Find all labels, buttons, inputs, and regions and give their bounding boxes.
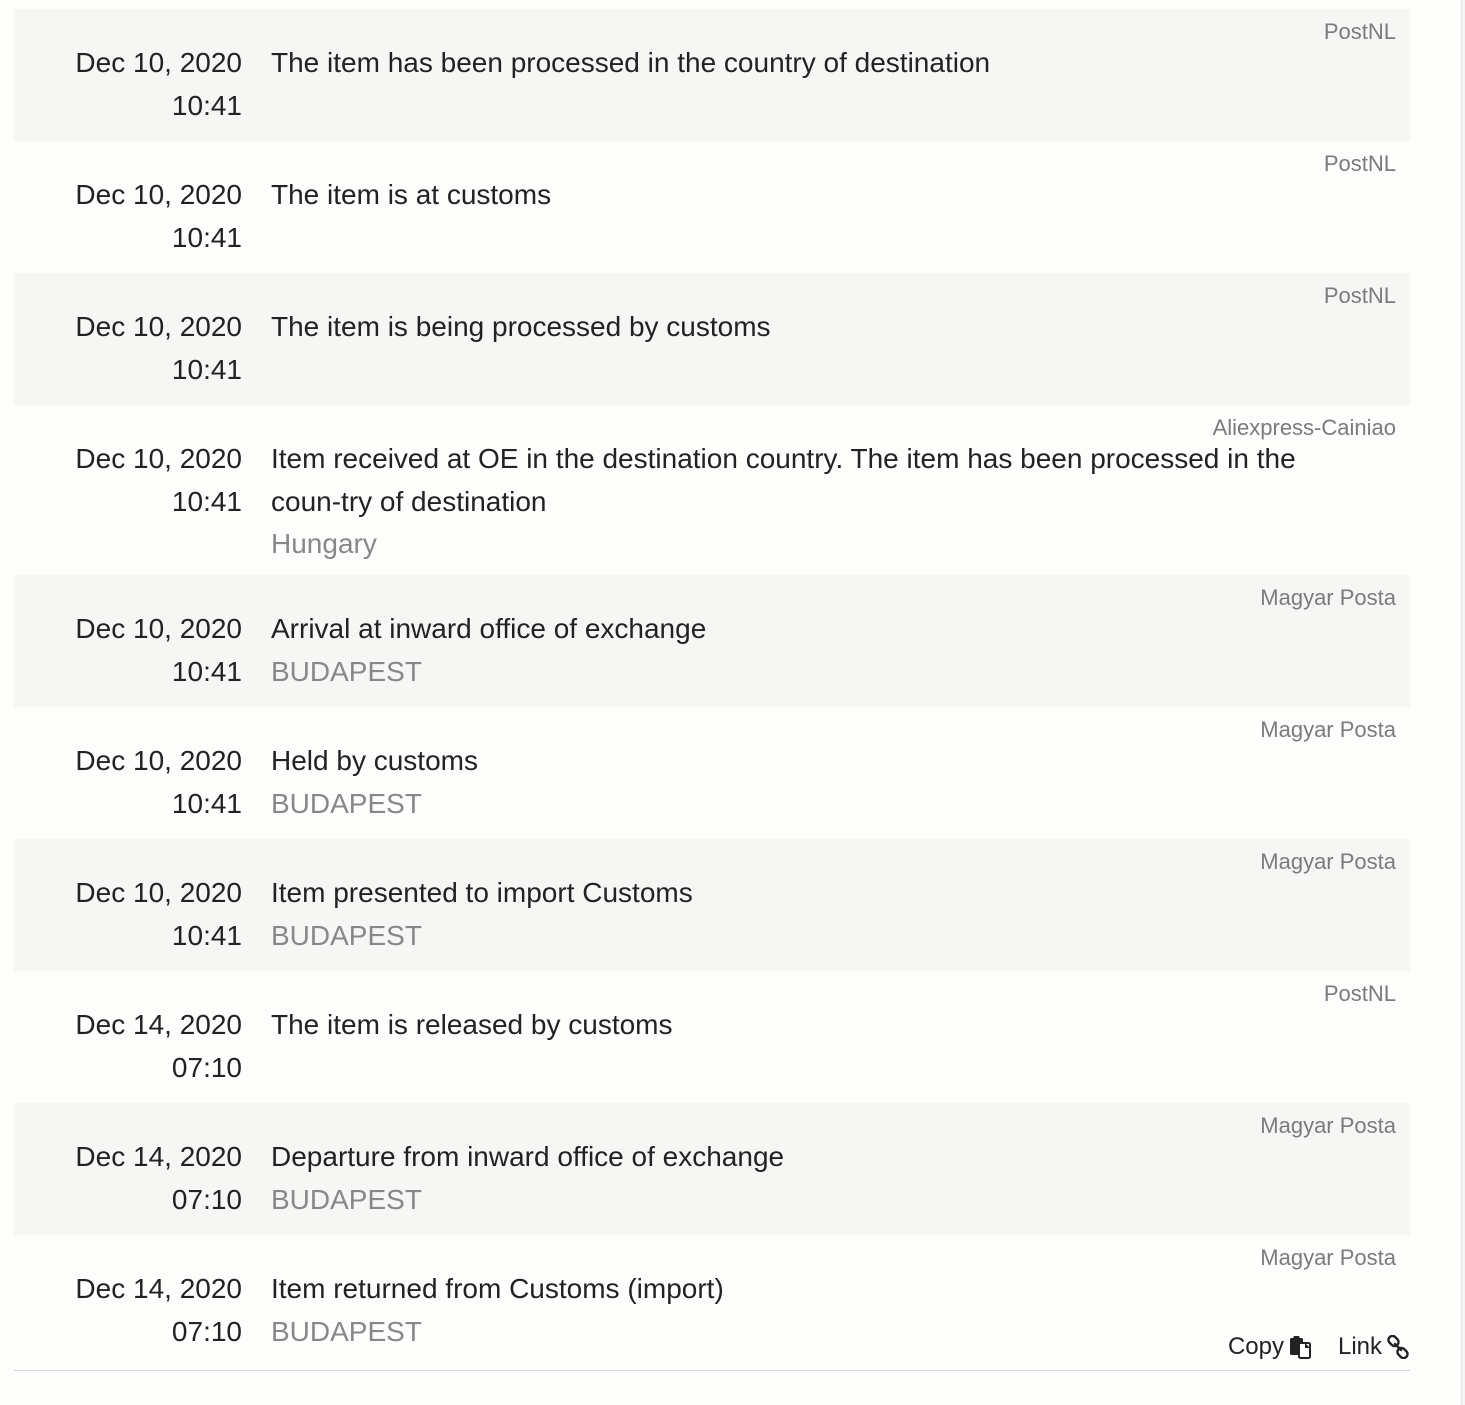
- event-carrier: PostNL: [1323, 981, 1396, 1006]
- event-time: 10:41: [171, 353, 242, 385]
- event-datetime: [14, 174, 242, 259]
- event-description: Departure from inward office of exchange: [271, 1141, 785, 1172]
- event-datetime: [14, 1268, 242, 1353]
- event-time: 10:41: [171, 485, 242, 517]
- event-time: 10:41: [171, 655, 242, 687]
- event-description: The item is released by customs: [271, 1009, 673, 1040]
- event-description: Item returned from Customs (import): [271, 1273, 724, 1304]
- event-location: BUDAPEST: [271, 655, 422, 687]
- event-datetime: [14, 438, 242, 561]
- event-location: BUDAPEST: [271, 1315, 422, 1347]
- tracking-event: [14, 1103, 1410, 1235]
- tracking-event: [14, 405, 1410, 575]
- event-description: The item has been processed in the country of destination: [271, 47, 991, 78]
- copy-label: Copy: [1227, 1333, 1284, 1360]
- clipboard-icon: [1288, 1335, 1312, 1359]
- event-carrier: Magyar Posta: [1260, 1113, 1396, 1138]
- event-datetime: [14, 740, 242, 825]
- event-description: The item is at customs: [271, 179, 552, 210]
- event-location: BUDAPEST: [271, 787, 422, 819]
- link-label: Link: [1337, 1333, 1382, 1360]
- tracking-events-list: [14, 9, 1410, 1367]
- event-date: Dec 10, 2020: [75, 47, 242, 78]
- event-carrier: Aliexpress-Cainiao: [1212, 415, 1396, 440]
- tracking-actions: [1228, 1330, 1410, 1364]
- link-button[interactable]: [1338, 1333, 1410, 1361]
- divider: [14, 1370, 1410, 1371]
- event-location: BUDAPEST: [271, 1183, 422, 1215]
- tracking-event: [14, 575, 1410, 707]
- event-details: [271, 872, 1381, 957]
- event-carrier: Magyar Posta: [1260, 717, 1396, 742]
- event-datetime: [14, 306, 242, 391]
- event-time: 10:41: [171, 787, 242, 819]
- event-datetime: [14, 42, 242, 127]
- event-date: Dec 10, 2020: [75, 179, 242, 210]
- chain-link-icon: [1386, 1335, 1410, 1359]
- event-time: 10:41: [171, 919, 242, 951]
- tracking-event: [14, 9, 1410, 141]
- event-datetime: [14, 1004, 242, 1089]
- event-description: Item received at OE in the destination country. The item has been processed in the coun-try of destination: [271, 443, 1296, 517]
- event-details: [271, 174, 1381, 259]
- event-time: 10:41: [171, 89, 242, 121]
- event-date: Dec 14, 2020: [75, 1273, 242, 1304]
- event-carrier: Magyar Posta: [1260, 585, 1396, 610]
- event-carrier: PostNL: [1323, 151, 1396, 176]
- event-details: [271, 1136, 1381, 1221]
- event-date: Dec 10, 2020: [75, 311, 242, 342]
- event-details: [271, 306, 1381, 391]
- event-carrier: Magyar Posta: [1260, 849, 1396, 874]
- event-date: Dec 10, 2020: [75, 745, 242, 776]
- event-datetime: [14, 872, 242, 957]
- tracking-event: [14, 1235, 1410, 1367]
- event-time: 07:10: [171, 1315, 242, 1347]
- event-details: [271, 1268, 1381, 1353]
- event-datetime: [14, 608, 242, 693]
- event-description: Item presented to import Customs: [271, 877, 693, 908]
- event-carrier: PostNL: [1323, 19, 1396, 44]
- event-time: 07:10: [171, 1183, 242, 1215]
- event-date: Dec 14, 2020: [75, 1009, 242, 1040]
- tracking-event: [14, 971, 1410, 1103]
- event-details: [271, 438, 1381, 561]
- event-details: [271, 42, 1381, 127]
- event-carrier: PostNL: [1323, 283, 1396, 308]
- event-time: 10:41: [171, 221, 242, 253]
- event-datetime: [14, 1136, 242, 1221]
- copy-button[interactable]: [1228, 1333, 1312, 1361]
- tracking-event: [14, 273, 1410, 405]
- event-description: Held by customs: [271, 745, 478, 776]
- tracking-event: [14, 707, 1410, 839]
- event-description: The item is being processed by customs: [271, 311, 771, 342]
- event-location: Hungary: [271, 528, 377, 559]
- event-time: 07:10: [171, 1051, 242, 1083]
- event-date: Dec 10, 2020: [75, 613, 242, 644]
- event-date: Dec 10, 2020: [75, 443, 242, 474]
- tracking-event: [14, 839, 1410, 971]
- event-details: [271, 1004, 1381, 1089]
- event-details: [271, 740, 1381, 825]
- event-date: Dec 10, 2020: [75, 877, 242, 908]
- event-carrier: Magyar Posta: [1260, 1245, 1396, 1270]
- event-description: Arrival at inward office of exchange: [271, 613, 707, 644]
- event-details: [271, 608, 1381, 693]
- event-date: Dec 14, 2020: [75, 1141, 242, 1172]
- event-location: BUDAPEST: [271, 919, 422, 951]
- scrollbar-track[interactable]: [1461, 0, 1465, 1405]
- tracking-event: [14, 141, 1410, 273]
